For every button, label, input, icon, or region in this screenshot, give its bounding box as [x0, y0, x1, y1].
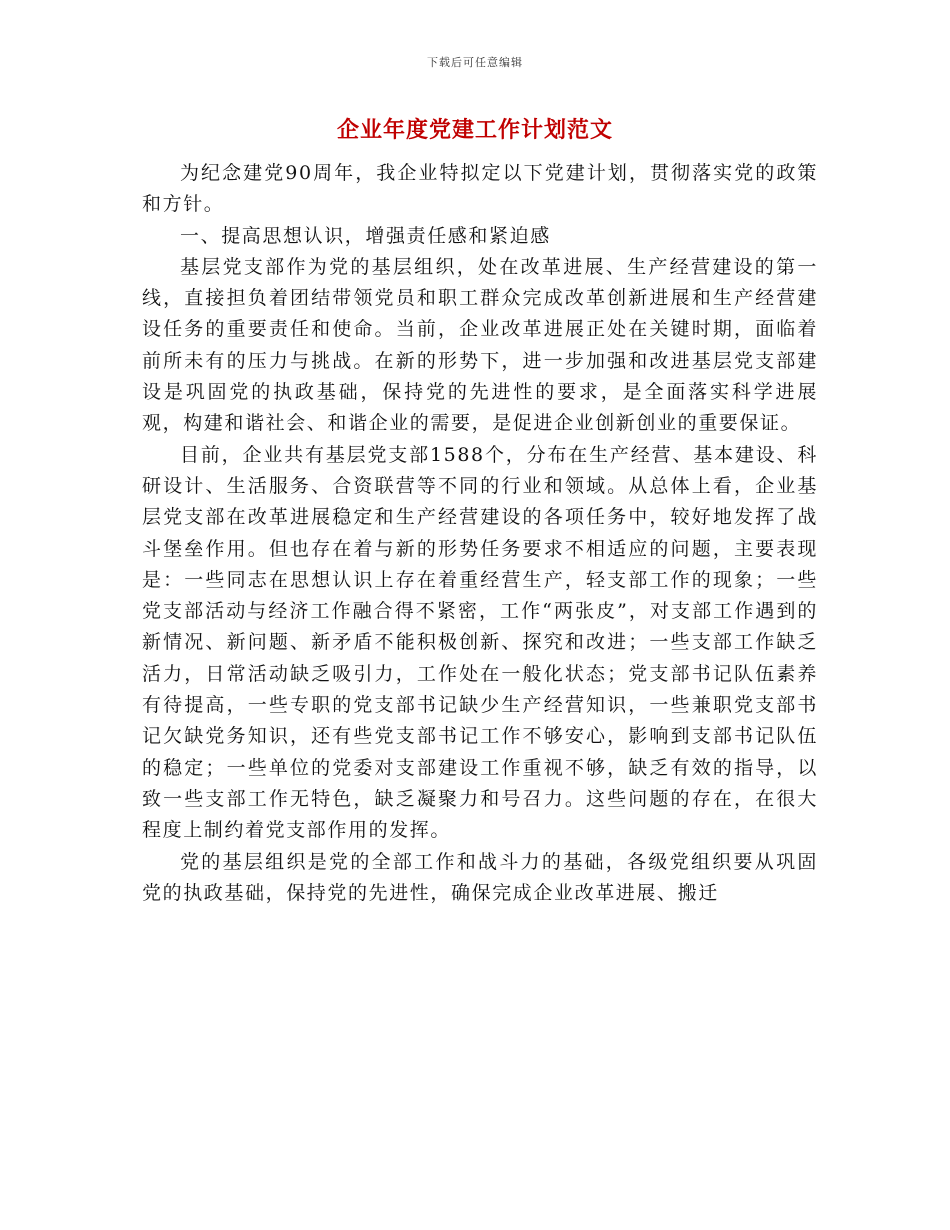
section-heading-1: 一、提高思想认识，增强责任感和紧迫感	[180, 224, 551, 247]
paragraph-role: 基层党支部作为党的基层组织，处在改革进展、生产经营建设的第一线，直接担负着团结带领党员和职工群众完成改革创新进展和生产经营建设任务的重要责任和使命。当前，企业改革进展正处在关键时期，面临着前所未有的压力与挑战。在新的形势下，进一步加强和改进基层党支部建设是巩固党的执政基础，保持党的先进性的要求，是全面落实科学进展观，构建和谐社会、和谐企业的需要，是促进企业创新创业的重要保证。	[142, 255, 818, 435]
document-title: 企业年度党建工作计划范文	[336, 118, 613, 143]
paragraph-foundation: 党的基层组织是党的全部工作和战斗力的基础，各级党组织要从巩固党的执政基础，保持党的先进性，确保完成企业改革进展、搬迁	[142, 850, 818, 904]
paragraph-intro: 为纪念建党90周年，我企业特拟定以下党建计划，贯彻落实党的政策和方针。	[142, 162, 818, 216]
document-body	[142, 158, 818, 909]
header-note: 下载后可任意编辑	[427, 56, 523, 69]
paragraph-status: 目前，企业共有基层党支部1588个，分布在生产经营、基本建设、科研设计、生活服务、合资联营等不同的行业和领域。从总体上看，企业基层党支部在改革进展稳定和生产经营建设的各项任务中，较好地发挥了战斗堡垒作用。但也存在着与新的形势任务要求不相适应的问题，主要表现是：一些同志在思想认识上存在着重经营生产，轻支部工作的现象；一些党支部活动与经济工作融合得不紧密，工作“两张皮”，对支部工作遇到的新情况、新问题、新矛盾不能积极创新、探究和改进；一些支部工作缺乏活力，日常活动缺乏吸引力，工作处在一般化状态；党支部书记队伍素养有待提高，一些专职的党支部书记缺少生产经营知识，一些兼职党支部书记欠缺党务知识，还有些党支部书记工作不够安心，影响到支部书记队伍的稳定；一些单位的党委对支部建设工作重视不够，缺乏有效的指导，以致一些支部工作无特色，缺乏凝聚力和号召力。这些问题的存在，在很大程度上制约着党支部作用的发挥。	[142, 443, 818, 842]
